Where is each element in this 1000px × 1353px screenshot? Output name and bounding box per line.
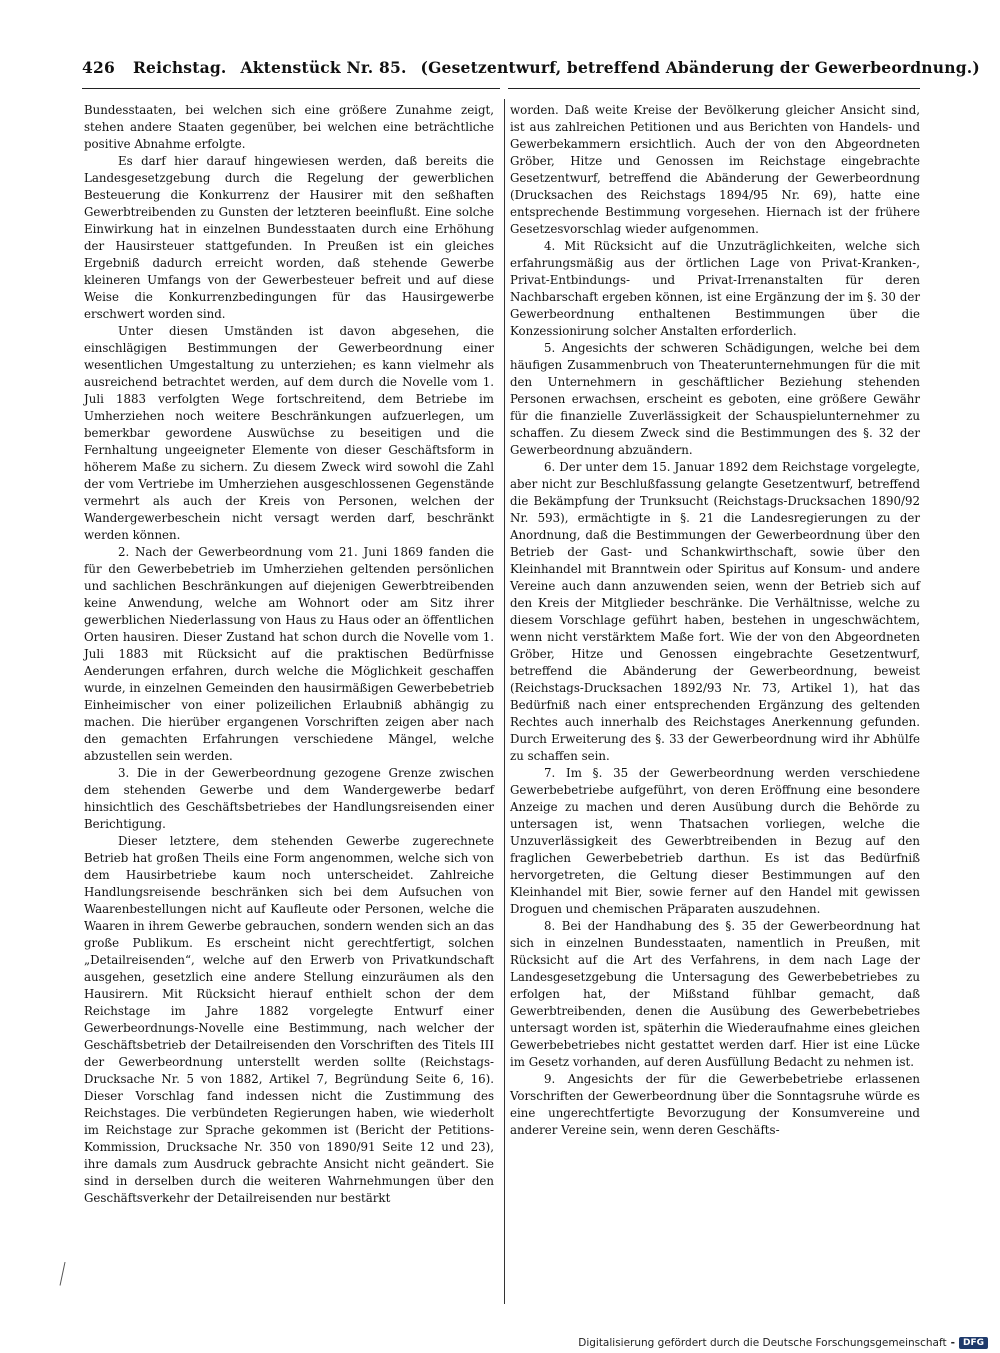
header-source: Reichstag. — [132, 58, 227, 77]
paragraph: 4. Mit Rücksicht auf die Unzuträglichkeiten, welche sich erfahrungsmäßig aus der örtlichen Lage von Privat-Kranken-, Privat-Entbindungs- und Privat-Irrenanstalten für deren Nachbarschaft ergeben können, ist eine Ergänzung der im §. 30 der Gewerbeordnung enthaltenen Bestimmungen über die Konzessionirung solcher Anstalten erforderlich. — [510, 239, 920, 338]
paragraph: 9. Angesichts der für die Gewerbebetriebe erlassenen Vorschriften der Gewerbeordnung über die Sonntagsruhe würde es eine ungerechtfertigte Bevorzugung der Konsumvereine und anderer Vereine sein, wenn deren Geschäfts- — [510, 1072, 920, 1137]
left-column — [84, 102, 494, 1207]
running-header — [82, 58, 980, 77]
paragraph: Unter diesen Umständen ist davon abgesehen, die einschlägigen Bestimmungen der Gewerbeordnung einer wesentlichen Umgestaltung zu unterziehen; es kann vielmehr als ausreichend betrachtet werden, auf dem durch die Novelle vom 1. Juli 1883 verfolgten Wege fortschreitend, dem Betriebe im Umherziehen noch weitere Beschränkungen aufzuerlegen, um bemerkbar gewordene Auswüchse zu beseitigen und die Fernhaltung ungeeigneter Elemente von dieser Geschäftsform in höherem Maße zu sichern. Zu diesem Zweck wird sowohl die Zahl der vom Vertriebe im Umherziehen ausgeschlossenen Gegenstände vermehrt als auch der Kreis von Personen, welchen der Wandergewerbeschein nicht versagt werden darf, beschränkt werden können. — [84, 324, 494, 542]
footer-credit: Digitalisierung gefördert durch die Deutsche Forschungsgemeinschaft — [578, 1337, 947, 1349]
paragraph: worden. Daß weite Kreise der Bevölkerung gleicher Ansicht sind, ist aus zahlreichen Petitionen und aus Berichten von Handels- und Gewerbekammern ersichtlich. Auch der von den Abgeordneten Gröber, Hitze und Genossen im Reichstage eingebrachte Gesetzentwurf, betreffend die Abänderung der Gewerbeordnung (Drucksachen des Reichstags 1894/95 Nr. 69), hatte eine entsprechende Bestimmung vorgesehen. Hiernach ist der frühere Gesetzesvorschlag wieder aufgenommen. — [510, 103, 920, 236]
paragraph: 2. Nach der Gewerbeordnung vom 21. Juni 1869 fanden die für den Gewerbebetrieb im Umherziehen geltenden persönlichen und sachlichen Beschränkungen auf diejenigen Gewerbtreibenden keine Anwendung, welche am Wohnort oder am Sitz ihrer gewerblichen Niederlassung von Haus zu Haus oder an öffentlichen Orten hausiren. Dieser Zustand hat schon durch die Novelle vom 1. Juli 1883 mit Rücksicht auf die praktischen Bedürfnisse Aenderungen erfahren, durch welche die Möglichkeit geschaffen wurde, in einzelnen Gemeinden den hausirmäßigen Gewerbebetrieb Einheimischer von einer polizeilichen Erlaubniß abhängig zu machen. Die hierüber ergangenen Vorschriften zeigen aber nach den gemachten Erfahrungen verschiedene Mängel, welche abzustellen sein werden. — [84, 545, 494, 763]
page-number: 426 — [82, 58, 115, 77]
header-document-title: (Gesetzentwurf, betreffend Abänderung der Gewerbeordnung.) — [420, 58, 980, 77]
paragraph: Es darf hier darauf hingewiesen werden, daß bereits die Landesgesetzgebung durch die Regelung der gewerblichen Besteuerung die Konkurrenz der Hausirer mit den seßhaften Gewerbtreibenden zu Gunsten der letzteren beeinflußt. Eine solche Einwirkung hat in einzelnen Bundesstaaten durch eine Erhöhung der Hausirsteuer stattgefunden. In Preußen ist ein gleiches Ergebniß dadurch erreicht worden, daß stehende Gewerbe kleineren Umfangs von der Gewerbesteuer befreit und auf diese Weise die Konkurrenzbedingungen für das Hausirgewerbe erschwert worden sind. — [84, 154, 494, 321]
paragraph: Dieser letztere, dem stehenden Gewerbe zugerechnete Betrieb hat großen Theils eine Form angenommen, welche sich von dem Hausirbetriebe kaum noch unterscheidet. Zahlreiche Handlungsreisende beschränken sich bei dem Aufsuchen von Waarenbestellungen nicht auf Kaufleute oder Personen, welche die Waaren in ihrem Gewerbe gebrauchen, sondern wenden sich an das große Publikum. Es erscheint nicht gerechtfertigt, solchen „Detailreisenden“, welche auf den Erwerb von Privatkundschaft ausgehen, gesetzlich eine andere Stellung einzuräumen als den Hausirern. Mit Rücksicht hierauf enthielt schon der dem Reichstage im Jahre 1882 vorgelegte Entwurf einer Gewerbeordnungs-Novelle eine Bestimmung, nach welcher der Geschäftsbetrieb der Detailreisenden den Vorschriften des Titels III der Gewerbeordnung unterstellt werden sollte (Reichstags-Drucksache Nr. 5 von 1882, Artikel 7, Begründung Seite 6, 16). Dieser Vorschlag fand indessen nicht die Zustimmung des Reichstages. Die verbündeten Regierungen haben, wie wiederholt im Reichstage zur Sprache gekommen ist (Bericht der Petitions-Kommission, Drucksache Nr. 350 von 1890/91 Seite 12 und 23), ihre damals zum Ausdruck gebrachte Ansicht nicht geändert. Sie sind in derselben durch die weiteren Wahrnehmungen über den Geschäftsverkehr der Detailreisenden nur bestärkt — [84, 834, 494, 1205]
paragraph: 8. Bei der Handhabung des §. 35 der Gewerbeordnung hat sich in einzelnen Bundesstaaten, namentlich in Preußen, mit Rücksicht auf die Art des Verfahrens, in dem nach Lage der Landesgesetzgebung die Untersagung des Gewerbebetriebes zu erfolgen hat, der Mißstand fühlbar gemacht, daß Gewerbtreibenden, denen die Ausübung des Gewerbebetriebes untersagt worden ist, späterhin die Wiederaufnahme eines gleichen Gewerbebetriebes nicht gestattet werden darf. Hier ist eine Lücke im Gesetz vorhanden, auf deren Ausfüllung Bedacht zu nehmen ist. — [510, 919, 920, 1069]
header-document-number: Aktenstück Nr. 85. — [240, 58, 407, 77]
margin-pencil-mark — [60, 1262, 68, 1286]
header-rule-right — [508, 88, 920, 89]
digitization-footer — [578, 1337, 988, 1349]
footer-separator: - — [950, 1337, 955, 1349]
paragraph: 3. Die in der Gewerbeordnung gezogene Grenze zwischen dem stehenden Gewerbe und dem Wandergewerbe bedarf hinsichtlich des Geschäftsbetriebes der Handlungsreisenden einer Berichtigung. — [84, 766, 494, 831]
paragraph: Bundesstaaten, bei welchen sich eine größere Zunahme zeigt, stehen andere Staaten gegenüber, bei welchen eine beträchtliche positive Abnahme erfolgte. — [84, 103, 494, 151]
right-column — [510, 102, 920, 1139]
dfg-logo: DFG — [959, 1337, 988, 1349]
paragraph: 7. Im §. 35 der Gewerbeordnung werden verschiedene Gewerbebetriebe aufgeführt, von deren Eröffnung eine besondere Anzeige zu machen und deren Ausübung durch die Behörde zu untersagen ist, wenn Thatsachen vorliegen, welche die Unzuverlässigkeit des Gewerbtreibenden in Bezug auf den fraglichen Gewerbebetrieb darthun. Es ist das Bedürfniß hervorgetreten, die Geltung dieser Bestimmungen auf den Kleinhandel mit Bier, sowie ferner auf den Handel mit gewissen Droguen und chemischen Präparaten auszudehnen. — [510, 766, 920, 916]
column-divider — [504, 99, 505, 1304]
paragraph: 6. Der unter dem 15. Januar 1892 dem Reichstage vorgelegte, aber nicht zur Beschlußfassung gelangte Gesetzentwurf, betreffend die Bekämpfung der Trunksucht (Reichstags-Drucksachen 1890/92 Nr. 593), ermächtigte in §. 21 die Landesregierungen zu der Anordnung, daß die Bestimmungen der Gewerbeordnung über den Betrieb der Gast- und Schankwirthschaft, sowie über den Kleinhandel mit Branntwein oder Spiritus auf Konsum- und andere Vereine auch dann anzuwenden seien, wenn der Betrieb sich auf den Kreis der Mitglieder beschränke. Die Verhältnisse, welche zu diesem Vorschlage geführt haben, bestehen in ungeschwächtem, wenn nicht verstärktem Maße fort. Wie der von den Abgeordneten Gröber, Hitze und Genossen eingebrachte Gesetzentwurf, betreffend die Abänderung der Gewerbeordnung, beweist (Reichstags-Drucksachen 1892/93 Nr. 73, Artikel 1), hat das Bedürfniß nach einer entsprechenden Ergänzung des geltenden Rechtes auch innerhalb des Reichstages Anerkennung gefunden. Durch Erweiterung des §. 33 der Gewerbeordnung wird ihr Abhülfe zu schaffen sein. — [510, 460, 920, 763]
header-rule-left — [82, 88, 500, 89]
paragraph: 5. Angesichts der schweren Schädigungen, welche bei dem häufigen Zusammenbruch von Theaterunternehmungen für die mit den Unternehmern in geschäftlicher Beziehung stehenden Personen erwachsen, erscheint es geboten, eine größere Gewähr für die finanzielle Zuverlässigkeit der Schauspielunternehmer zu schaffen. Zu diesem Zweck sind die Bestimmungen des §. 32 der Gewerbeordnung abzuändern. — [510, 341, 920, 457]
